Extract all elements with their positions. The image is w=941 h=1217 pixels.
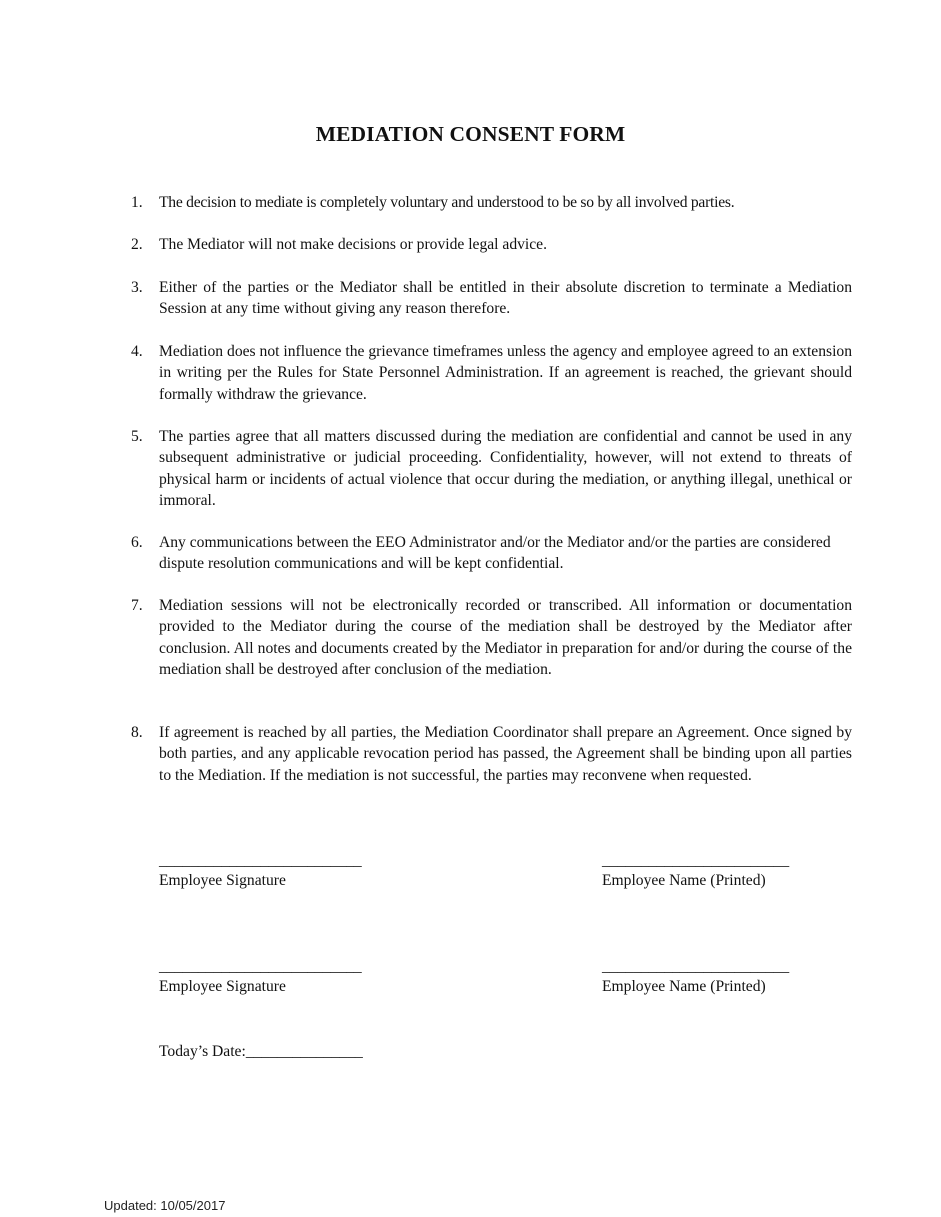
item-text: Any communications between the EEO Administrator and/or the Mediator and/or the parties are considered dispute resolution communications and will be kept confidential.	[159, 534, 831, 573]
list-item-8	[131, 722, 852, 786]
item-text: Mediation sessions will not be electronically recorded or transcribed. All information or documentation provided to the Mediator during the course of the mediation shall be destroyed by the Mediator after conclusion. All notes and documents created by the Mediator in preparation for and/or during the course of the mediation shall be destroyed after conclusion of the mediation.	[159, 597, 852, 678]
todays-date-field[interactable]	[159, 1043, 363, 1061]
item-number: 8.	[131, 724, 143, 741]
employee-signature-label-2: Employee Signature	[159, 978, 286, 995]
item-number: 3.	[131, 279, 143, 296]
employee-signature-line-2[interactable]: __________________________	[159, 958, 362, 975]
employee-signature-line-1[interactable]: __________________________	[159, 852, 362, 869]
item-text: Either of the parties or the Mediator shall be entitled in their absolute discretion to terminate a Mediation Session at any time without giving any reason therefore.	[159, 279, 852, 318]
list-item-4	[131, 341, 852, 405]
item-text: If agreement is reached by all parties, the Mediation Coordinator shall prepare an Agreement. Once signed by both parties, and any applicable revocation period has passed, the Agreement shall be binding upon all parties to the Mediation. If the mediation is not successful, the parties may reconvene when requested.	[159, 724, 852, 784]
item-text: The Mediator will not make decisions or provide legal advice.	[159, 236, 547, 253]
list-item-1	[131, 192, 852, 213]
todays-date-label: Today’s Date:	[159, 1043, 246, 1060]
item-number: 7.	[131, 597, 143, 614]
page-title: MEDIATION CONSENT FORM	[315, 122, 626, 146]
item-number: 6.	[131, 534, 143, 551]
employee-signature-label-1: Employee Signature	[159, 872, 286, 889]
employee-name-label-1: Employee Name (Printed)	[602, 872, 766, 889]
list-item-6	[131, 532, 852, 575]
list-item-3	[131, 277, 852, 320]
item-number: 1.	[131, 194, 143, 211]
item-number: 4.	[131, 343, 143, 360]
item-text: The decision to mediate is completely voluntary and understood to be so by all involved parties.	[159, 194, 735, 211]
list-item-7	[131, 595, 852, 680]
employee-name-line-2[interactable]: ________________________	[602, 958, 790, 975]
item-text: Mediation does not influence the grievance timeframes unless the agency and employee agreed to an extension in writing per the Rules for State Personnel Administration. If an agreement is reached, the grievant should formally withdraw the grievance.	[159, 343, 852, 403]
list-item-2	[131, 234, 852, 255]
updated-date-footer: Updated: 10/05/2017	[104, 1198, 226, 1213]
todays-date-line[interactable]: _______________	[245, 1043, 363, 1060]
employee-name-line-1[interactable]: ________________________	[602, 852, 790, 869]
item-text: The parties agree that all matters discussed during the mediation are confidential and cannot be used in any subsequent administrative or judicial proceeding. Confidentiality, however, will not extend to threats of physical harm or incidents of actual violence that occur during the mediation, or anything illegal, unethical or immoral.	[159, 428, 852, 509]
item-number: 2.	[131, 236, 143, 253]
list-item-5	[131, 426, 852, 511]
employee-name-label-2: Employee Name (Printed)	[602, 978, 766, 995]
item-number: 5.	[131, 428, 143, 445]
